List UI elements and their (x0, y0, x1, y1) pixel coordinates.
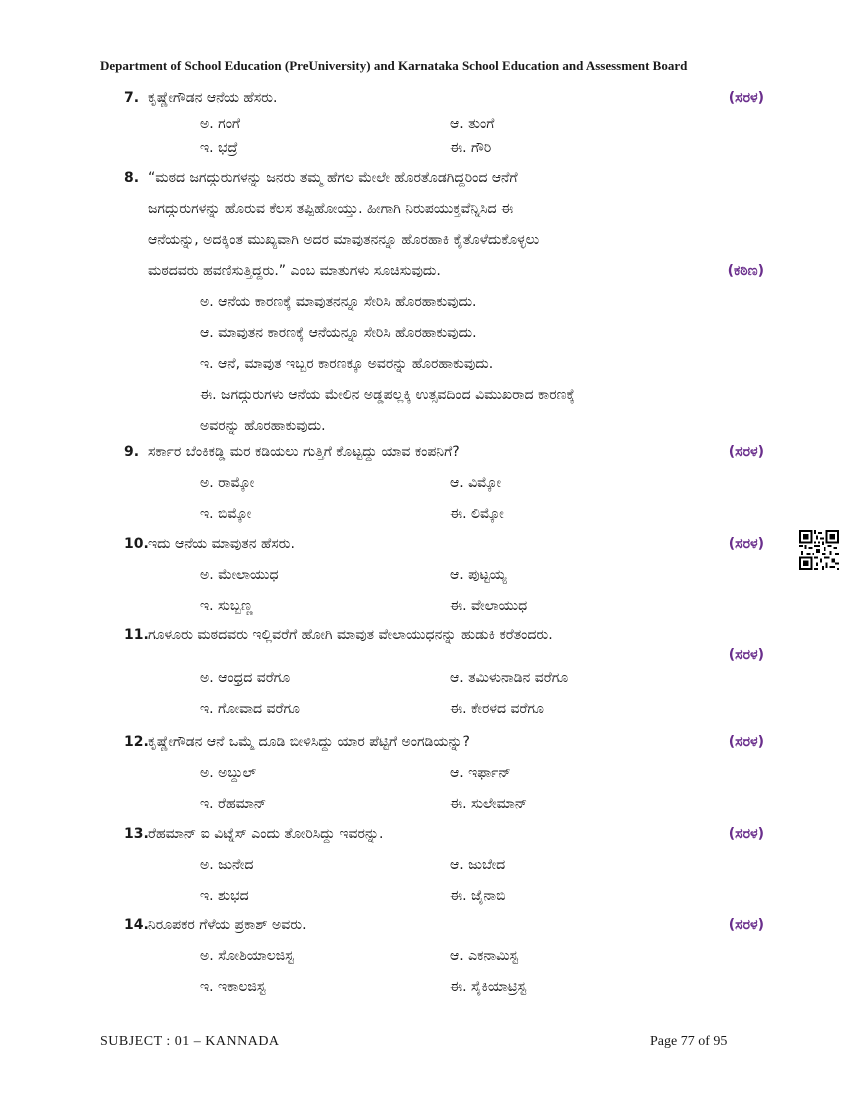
option-a: ಅ. ಆಂಧ್ರದ ವರೆಗೂ (200, 670, 291, 686)
difficulty-tag: (ಕಠಿಣ) (727, 263, 764, 279)
question-number: 10. (124, 536, 149, 552)
option-c: ಇ. ರೆಹಮಾನ್ (200, 796, 267, 812)
option-c: ಇ. ಇಕಾಲಜಿಸ್ಟ (200, 979, 266, 995)
difficulty-tag: (ಸರಳ) (728, 647, 764, 663)
option-d: ಈ. ಸುಲೇಮಾನ್ (450, 796, 528, 812)
difficulty-tag: (ಸರಳ) (728, 90, 764, 106)
question-number: 14. (124, 917, 149, 933)
question-12 (124, 734, 784, 820)
footer-page-number: Page 77 of 95 (650, 1034, 728, 1049)
option-a: ಅ. ಅಬ್ದುಲ್ (200, 765, 257, 781)
question-9 (124, 444, 784, 530)
question-13 (124, 826, 784, 912)
option-b: ಆ. ಎಕನಾಮಿಸ್ಟ (450, 948, 518, 964)
question-line: ಮಠದವರು ಹವಣಿಸುತ್ತಿದ್ದರು.” ಎಂಬ ಮಾತುಗಳು ಸೂಚಿಸುವುದು. (148, 263, 441, 279)
difficulty-tag: (ಸರಳ) (728, 444, 764, 460)
option-d: ಈ. ಕೇರಳದ ವರೆಗೂ (450, 701, 544, 717)
option-c: ಇ. ಬಿಮ್ಕೋ (200, 506, 252, 522)
question-text: ನಿರೂಪಕರ ಗೆಳೆಯ ಪ್ರಕಾಶ್ ಅವರು. (148, 917, 307, 933)
question-14 (124, 917, 784, 1003)
question-11 (124, 627, 784, 725)
option-d: ಈ. ಜೈನಾಬಿ (450, 888, 506, 904)
question-number: 13. (124, 826, 149, 842)
option-d: ಈ. ಗೌರಿ (450, 140, 492, 156)
option-d: ಈ. ಲಿಮ್ಕೋ (450, 506, 504, 522)
option-a: ಅ. ಜುನೇದ (200, 857, 254, 873)
option-d-continued: ಅವರನ್ನು ಹೊರಹಾಕುವುದು. (200, 418, 326, 434)
option-b: ಆ. ತಮಿಳುನಾಡಿನ ವರೆಗೂ (450, 670, 569, 686)
question-text: ಸರ್ಕಾರ ಬೆಂಕಿಕಡ್ಡಿ ಮರ ಕಡಿಯಲು ಗುತ್ತಿಗೆ ಕೊಟ್ಟದ್ದು ಯಾವ ಕಂಪನಿಗೆ? (148, 444, 460, 460)
question-8 (124, 163, 784, 442)
option-b: ಆ. ತುಂಗೆ (450, 116, 495, 132)
difficulty-tag: (ಸರಳ) (728, 734, 764, 750)
question-text: ಇದು ಆನೆಯ ಮಾವುತನ ಹೆಸರು. (148, 536, 295, 552)
footer-subject: SUBJECT : 01 – KANNADA (100, 1034, 280, 1049)
question-text: ಗೂಳೂರು ಮಠದವರು ಇಲ್ಲಿವರೆಗೆ ಹೋಗಿ ಮಾವುತ ವೇಲಾಯುಧನನ್ನು ಹುಡುಕಿ ಕರೆತಂದರು. (148, 627, 553, 643)
question-number: 7. (124, 90, 140, 106)
option-c: ಇ. ಭದ್ರೆ (200, 140, 238, 156)
option-d: ಈ. ವೇಲಾಯುಧ (450, 598, 528, 614)
question-7 (124, 90, 784, 160)
question-line: ಆನೆಯನ್ನು, ಅದಕ್ಕಿಂತ ಮುಖ್ಯವಾಗಿ ಅದರ ಮಾವುತನನ್ನೂ ಹೊರಹಾಕಿ ಕೈತೊಳೆದುಕೊಳ್ಳಲು (148, 232, 540, 248)
option-b: ಆ. ವಿಮ್ಕೋ (450, 475, 502, 491)
qr-code-icon (799, 530, 839, 570)
question-text: ಕೃಷ್ಣೇಗೌಡನ ಆನೆ ಒಮ್ಮೆ ದೂಡಿ ಬೀಳಿಸಿದ್ದು ಯಾರ ಪೆಟ್ಟಿಗೆ ಅಂಗಡಿಯನ್ನು? (148, 734, 470, 750)
option-c: ಇ. ಸುಬ್ಬಣ್ಣ (200, 598, 253, 614)
option-a: ಅ. ಆನೆಯ ಕಾರಣಕ್ಕೆ ಮಾವುತನನ್ನೂ ಸೇರಿಸಿ ಹೊರಹಾಕುವುದು. (200, 294, 477, 310)
option-a: ಅ. ಗಂಗೆ (200, 116, 241, 132)
option-d: ಈ. ಜಗದ್ಗುರುಗಳು ಆನೆಯ ಮೇಲಿನ ಅಡ್ಡಪಲ್ಲಕ್ಕಿ ಉತ್ಸವದಿಂದ ವಿಮುಖರಾದ ಕಾರಣಕ್ಕೆ (200, 387, 575, 403)
difficulty-tag: (ಸರಳ) (728, 826, 764, 842)
option-a: ಅ. ಸೋಶಿಯಾಲಜಿಸ್ಟ (200, 948, 294, 964)
question-text: ಕೃಷ್ಣೇಗೌಡನ ಆನೆಯ ಹೆಸರು. (148, 90, 278, 106)
question-line: “ಮಠದ ಜಗದ್ಗುರುಗಳನ್ನು ಜನರು ತಮ್ಮ ಹೆಗಲ ಮೇಲೇ ಹೊರತೊಡಗಿದ್ದರಿಂದ ಆನೆಗೆ (148, 170, 518, 186)
option-b: ಆ. ಜುಬೇದ (450, 857, 506, 873)
option-c: ಇ. ಶುಭದ (200, 888, 249, 904)
question-10 (124, 536, 784, 622)
option-a: ಅ. ಮೇಲಾಯುಧ (200, 567, 279, 583)
option-b: ಆ. ಮಾವುತನ ಕಾರಣಕ್ಕೆ ಆನೆಯನ್ನೂ ಸೇರಿಸಿ ಹೊರಹಾಕುವುದು. (200, 325, 477, 341)
question-number: 12. (124, 734, 149, 750)
difficulty-tag: (ಸರಳ) (728, 536, 764, 552)
option-b: ಆ. ಪುಟ್ಟಯ್ಯ (450, 567, 507, 583)
page-header: Department of School Education (PreUniversity) and Karnataka School Education and Assessment Board (100, 58, 688, 73)
option-c: ಇ. ಗೋವಾದ ವರೆಗೂ (200, 701, 300, 717)
question-number: 8. (124, 170, 140, 186)
question-line: ಜಗದ್ಗುರುಗಳನ್ನು ಹೊರುವ ಕೆಲಸ ತಪ್ಪಿಹೋಯ್ತು. ಹೀಗಾಗಿ ನಿರುಪಯುಕ್ತವೆನ್ನಿಸಿದ ಈ (148, 201, 514, 217)
option-a: ಅ. ರಾಮ್ಕೋ (200, 475, 255, 491)
option-d: ಈ. ಸೈಕಿಯಾಟ್ರಿಸ್ಟ (450, 979, 527, 995)
question-number: 9. (124, 444, 140, 460)
option-b: ಆ. ಇರ್ಫಾನ್ (450, 765, 511, 781)
difficulty-tag: (ಸರಳ) (728, 917, 764, 933)
question-text (148, 163, 784, 287)
question-number: 11. (124, 627, 149, 643)
option-c: ಇ. ಆನೆ, ಮಾವುತ ಇಬ್ಬರ ಕಾರಣಕ್ಕೂ ಅವರನ್ನು ಹೊರಹಾಕುವುದು. (200, 356, 494, 372)
question-text: ರೆಹಮಾನ್ ಐ ವಿಟ್ನೆಸ್ ಎಂದು ತೋರಿಸಿದ್ದು ಇವರನ್ನು. (148, 826, 384, 842)
